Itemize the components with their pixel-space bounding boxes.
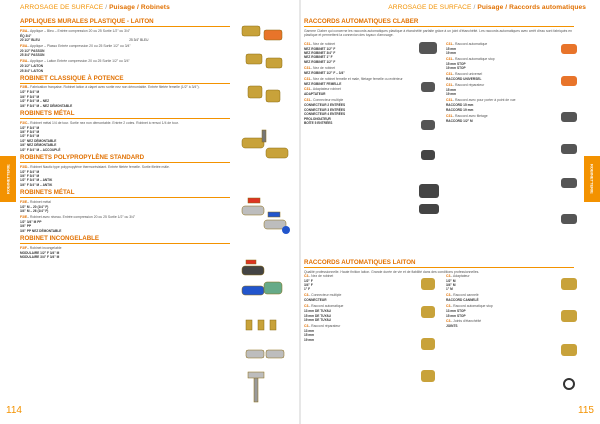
- claber-item-name: RACCORD 19 mm: [446, 107, 474, 112]
- metal-tap-photo-2: [264, 220, 286, 229]
- claber-ref: C31: [304, 87, 311, 92]
- claber-table-row: [304, 92, 414, 96]
- right-page-number: 115: [578, 405, 594, 416]
- header-category: ARROSAGE DE SURFACE: [388, 4, 472, 11]
- laiton-ref: C3: [446, 319, 451, 324]
- tap-photo-1: [242, 138, 264, 148]
- left-table: [20, 220, 230, 233]
- laiton-item-name: RACCORD CANNELÉ: [446, 298, 479, 303]
- claber-photo: [561, 178, 577, 188]
- left-table-row: [20, 104, 230, 108]
- left-table: [20, 90, 230, 108]
- laiton-table: [304, 298, 414, 302]
- claber-table-row: [304, 121, 414, 125]
- claber-ref: C31: [446, 98, 453, 103]
- claber-item-name: NEZ ROBINET 3/4" F: [304, 50, 336, 55]
- claber-item-name: NEZ ROBINET FEMELLE: [304, 81, 342, 86]
- left-product-column: [20, 16, 230, 259]
- claber-table: [446, 119, 556, 123]
- left-section-title: ROBINETS MÉTAL: [20, 110, 230, 119]
- laiton-photo: [561, 278, 577, 290]
- claber-item-name: PROLONGATEUR: [304, 116, 331, 121]
- claber-item-name: RACCORD 1/2" M: [446, 118, 473, 123]
- claber-photo: [421, 82, 435, 92]
- left-group-desc: F3/A– Applique – Laiton Entrée compression 20 ou 25 Sortie 1/2" ou 3/4": [20, 59, 130, 64]
- left-item-name: 3/4" PP NEZ DÉMONTABLE: [20, 228, 62, 233]
- left-header: ARROSAGE DE SURFACE / Puisage / Robinets: [20, 4, 170, 11]
- laiton-group-desc: C3– Connecteur multiple: [304, 293, 342, 298]
- claber-group-desc: C31– Nez de robinet: [304, 41, 336, 46]
- laiton-item-name: 3/4" M: [446, 282, 456, 287]
- laiton-group-desc: C3– Raccord cannelé: [446, 293, 479, 298]
- claber-group-desc: C31– Connecteur multiple: [304, 98, 344, 103]
- joint-photo: [564, 379, 574, 389]
- claber-table-row: [446, 108, 556, 112]
- claber-photo: [419, 204, 439, 214]
- metal-fitting-2: [258, 320, 264, 330]
- right-side-tab: ROBINETTERIE: [584, 156, 600, 202]
- laiton-group-desc: C3– Raccord réparateur: [304, 323, 341, 328]
- left-side-tab: ROBINETTERIE: [0, 156, 16, 202]
- laiton-group-desc: C3– Raccord automatique: [304, 304, 344, 309]
- claber-item-name: NEZ ROBINET 1/2" F: [304, 46, 336, 51]
- claber-photo: [419, 42, 437, 54]
- left-item-name: 1/2" F 3/4" M: [20, 125, 40, 130]
- incongelable-head: [248, 372, 264, 378]
- laiton-item-name: 19 mm DE TUYAU: [304, 317, 331, 322]
- laiton-item-name: 19 mm: [304, 337, 315, 342]
- left-ref: F3/F: [20, 245, 27, 250]
- laiton-item-name: CONNECTEUR: [304, 298, 327, 303]
- claber-item-name: CONNECTEUR 3 ENTRÉES: [304, 107, 346, 112]
- claber-table-row: [446, 51, 556, 55]
- right-header: ARROSAGE DE SURFACE / Puisage / Raccords automatiques: [388, 4, 586, 11]
- claber-photo: [561, 144, 577, 154]
- laiton-item-name: 1" M: [446, 287, 453, 292]
- left-item-name: MODULAIRE 1/2" F 3/4" M: [20, 250, 60, 255]
- claber-item-name: CONNECTEUR 4 ENTRÉES: [304, 112, 346, 117]
- claber-ref: C31: [446, 113, 453, 118]
- laiton-item-name: 1" F: [304, 287, 311, 292]
- incongelable-pipe: [254, 376, 258, 402]
- left-group-desc: F3/B– Fabrication française. Robinet laiton à clapet avec sortie nez non démontable. Entrée filetée femelle (1/2" à 3/4").: [20, 85, 200, 90]
- left-page-number: 114: [6, 405, 22, 416]
- claber-photos-1: [416, 38, 442, 418]
- left-item-name: ÉQ 3/4": [20, 33, 32, 38]
- claber-item-name: BOÎTE 5 ENTRÉES: [304, 120, 333, 125]
- laiton-photo: [421, 278, 435, 290]
- claber-photo: [421, 150, 435, 160]
- laiton-column-1: [304, 272, 414, 342]
- applique-photo-3: [246, 54, 262, 64]
- metal-tap-photo-4: [266, 350, 284, 358]
- laiton-item-name: 15 mm: [304, 333, 315, 338]
- left-ref: F3/A: [20, 28, 28, 33]
- claber-group-desc: C31– Raccord réparateur: [446, 83, 485, 88]
- left-section-title: ROBINETS POLYPROPYLÈNE STANDARD: [20, 154, 230, 163]
- claber-item-name: 19 mm: [446, 50, 457, 55]
- claber-table: [304, 82, 414, 86]
- laiton-ref: C3: [304, 273, 309, 278]
- header-subcategory: Puisage / Raccords automatiques: [477, 4, 586, 11]
- laiton-table: [446, 298, 556, 302]
- left-group-desc: F3/A– Applique – Bleu – Entrée compression 20 ou 25 Sortie 1/2" ou 3/4": [20, 28, 131, 33]
- claber-group-desc: C31– Raccord automatique: [446, 41, 488, 46]
- left-item-name: MODULAIRE 3/4" F 3/4" M: [20, 255, 60, 260]
- pp-tap-photo-2: [242, 286, 264, 295]
- left-item-name: 1/2" F 3/4" M: [20, 169, 40, 174]
- laiton-item-name: 15 mm DE TUYAU: [304, 313, 331, 318]
- laiton-item-name: 1/2" F: [304, 278, 313, 283]
- left-item-name: 20 1/2" LAITON: [20, 64, 44, 69]
- claber-ref: C31: [446, 41, 453, 46]
- laiton-table-row: [446, 287, 556, 291]
- laiton-column-2: [446, 272, 556, 329]
- claber-ref: C31: [446, 56, 453, 61]
- left-table-row: [20, 255, 230, 259]
- claber-column-1: [304, 40, 414, 125]
- pp-tap-handle-red: [246, 260, 256, 264]
- laiton-table-row: [304, 318, 414, 322]
- laiton-group-desc: C3– Nez de robinet: [304, 273, 334, 278]
- left-section-title: APPLIQUES MURALES PLASTIQUE - LAITON: [20, 18, 230, 27]
- claber-table-row: [446, 77, 556, 81]
- left-item-name: 25 3/4" LAITON: [20, 68, 44, 73]
- claber-section: [304, 16, 574, 38]
- claber-group-desc: C31– Raccord universel: [446, 72, 483, 77]
- laiton-ref: C3: [446, 304, 451, 309]
- left-table: [20, 49, 230, 58]
- left-item-name: 3/4" F 3/4" M – NEZ DÉMONTABLE: [20, 103, 73, 108]
- left-table: [20, 170, 230, 188]
- left-product-photos: [238, 20, 293, 410]
- left-table: [20, 126, 230, 152]
- claber-ref: C31: [304, 41, 311, 46]
- metal-tap-photo-1: [242, 206, 264, 215]
- laiton-item-name: JOINTS: [446, 324, 458, 329]
- laiton-table-row: [304, 298, 414, 302]
- laiton-photo: [421, 306, 435, 318]
- claber-ref: C31: [304, 65, 311, 70]
- claber-ref: C31: [304, 76, 311, 81]
- claber-photo: [561, 76, 577, 86]
- claber-item-name: RACCORD 15 mm: [446, 103, 474, 108]
- tap-handle-1: [262, 130, 266, 142]
- laiton-table-row: [446, 314, 556, 318]
- left-table-row: [20, 148, 230, 152]
- left-ref: F3/E: [20, 199, 28, 204]
- laiton-ref: C3: [304, 304, 309, 309]
- claber-photo: [561, 214, 577, 224]
- left-table-row: [20, 69, 230, 73]
- left-group-desc: F3/A– Applique – Plasso Entrée compression 20 ou 25 Sortie 1/2" ou 3/4": [20, 43, 131, 48]
- claber-table-row: [304, 71, 414, 75]
- left-item-name: 1/2" 3/4" M PP: [20, 219, 42, 224]
- laiton-group-desc: C3– Raccord automatique stop: [446, 304, 493, 309]
- claber-item-name: 15 mm STOP: [446, 61, 466, 66]
- left-item-name: 1/2" F 3/4" M: [20, 90, 40, 95]
- laiton-table-row: [446, 324, 556, 328]
- laiton-item-name: 1/2" M: [446, 278, 456, 283]
- laiton-item-name: 13 mm STOP: [446, 309, 466, 314]
- left-table: [20, 64, 230, 73]
- left-table-row: [20, 209, 230, 213]
- laiton-ref: C3: [304, 293, 309, 298]
- left-group-desc: F3/E– Robinet avec niveau. Entrée compression 20 ou 25 Sortie 1/2" ou 3/4": [20, 214, 136, 219]
- claber-title: RACCORDS AUTOMATIQUES CLABER: [304, 18, 574, 27]
- pp-tap-photo-3: [264, 282, 282, 294]
- claber-table: [446, 103, 556, 112]
- laiton-ref: C3: [446, 273, 451, 278]
- left-ref: F3/E: [20, 214, 28, 219]
- claber-table-row: [446, 66, 556, 70]
- claber-item-name: ADAPTATEUR: [304, 92, 326, 97]
- laiton-table-row: [446, 298, 556, 302]
- claber-item-name: 19 mm STOP: [446, 66, 466, 71]
- header-category: ARROSAGE DE SURFACE: [20, 4, 104, 11]
- left-item-name: 25 3/4" PASSON: [20, 53, 45, 58]
- applique-photo-5: [248, 86, 262, 98]
- left-item-name: 3/4" F 3/4" M: [20, 129, 40, 134]
- left-group-desc: F3/C– Robinet métal 1/4 de tour. Sortie nez non démontable. Entrée 2 cotes. Robinet à renvoi 1/4 de tour.: [20, 120, 179, 125]
- left-group-desc: F3/F– Robinet incongelable: [20, 245, 62, 250]
- applique-photo-4: [266, 58, 282, 68]
- laiton-photo: [421, 338, 435, 350]
- left-item-name: 3/4" F 3/4" M: [20, 94, 40, 99]
- laiton-photo: [561, 310, 577, 322]
- left-item-name: 1/2" NEZ DÉMONTABLE: [20, 138, 57, 143]
- metal-tap-photo-3: [246, 350, 264, 358]
- left-table-row: [20, 183, 230, 187]
- laiton-table: [446, 309, 556, 318]
- left-item-alt: 25 3/4" BLEU: [129, 37, 149, 42]
- laiton-ref: C3: [304, 323, 309, 328]
- claber-ref: C31: [304, 98, 311, 103]
- applique-photo-1: [242, 26, 260, 36]
- left-item-name: 3/4" PP: [20, 224, 32, 229]
- laiton-table: [446, 324, 556, 328]
- blue-badge-icon: [282, 226, 290, 234]
- claber-column-2: [446, 40, 556, 123]
- claber-group-desc: C31– Raccord avec filetage: [446, 113, 488, 118]
- left-item-name: 1/2" F 3/4" M: [20, 134, 40, 139]
- pp-tap-photo-1: [242, 266, 264, 275]
- claber-item-name: NEZ ROBINET 1" F: [304, 55, 333, 60]
- claber-table: [304, 71, 414, 75]
- left-table: [20, 34, 230, 43]
- left-table: [20, 205, 230, 214]
- claber-table: [446, 62, 556, 71]
- laiton-intro: Qualité professionnelle. Haute finition laiton. Grande durée de vie et de fiabilité dans des conditions professionnelles.: [304, 269, 480, 274]
- claber-photo: [419, 184, 439, 198]
- tap-photo-2: [266, 148, 288, 158]
- claber-ref: C31: [446, 72, 453, 77]
- claber-photo: [561, 44, 577, 54]
- applique-photo-6: [266, 90, 280, 102]
- laiton-table: [304, 279, 414, 292]
- claber-table: [304, 47, 414, 65]
- claber-photo: [421, 120, 435, 130]
- claber-intro: Gamme Claber qui concerne les raccords automatiques plastique à étanchéité parfaite grâce à un joint d'étanchéité. Les raccords automatiques avec arrêt d'eau sont fabriqués en plastique et permettent la connexion des tuyaux d'arrosage.: [304, 28, 572, 37]
- laiton-photo: [421, 370, 435, 382]
- left-table-row: [20, 53, 230, 57]
- claber-item-name: CONNECTEUR 2 ENTRÉES: [304, 103, 346, 108]
- laiton-ref: C3: [446, 293, 451, 298]
- left-ref: F3/D: [20, 164, 28, 169]
- left-item-name: 3/4" F 3/4" M – ANTIK: [20, 182, 53, 187]
- laiton-item-name: 3/4" F: [304, 282, 313, 287]
- laiton-title: RACCORDS AUTOMATIQUES LAITON: [304, 259, 574, 268]
- left-table-row: [20, 38, 230, 42]
- laiton-table: [304, 309, 414, 322]
- left-item-name: 3/4" F 3/4" M: [20, 173, 40, 178]
- laiton-photo: [561, 344, 577, 356]
- right-page: [300, 0, 600, 424]
- left-item-name: 20 1/2" PASSON: [20, 48, 45, 53]
- laiton-item-name: 15 mm STOP: [446, 313, 466, 318]
- claber-group-desc: C31– Raccord avec pour porter à point de vue: [446, 98, 516, 103]
- left-section-title: ROBINET CLASSIQUE À POTENCE: [20, 75, 230, 84]
- left-section-title: ROBINET INCONGELABLE: [20, 235, 230, 244]
- laiton-table: [446, 279, 556, 292]
- metal-tap-handle-blue: [268, 212, 280, 217]
- left-section-title: ROBINETS MÉTAL: [20, 189, 230, 198]
- claber-item-name: 19 mm: [446, 92, 457, 97]
- left-table-row: [20, 229, 230, 233]
- left-item-name: 1/2" F 3/4" M – NEZ: [20, 99, 50, 104]
- left-ref: F3/A: [20, 59, 28, 64]
- laiton-group-desc: C3– Joints d'étanchéité: [446, 319, 482, 324]
- claber-item-name: 15 mm: [446, 88, 457, 93]
- laiton-item-name: 13 mm DE TUYAU: [304, 309, 331, 314]
- claber-photo: [561, 112, 577, 122]
- claber-group-desc: C31– Raccord automatique stop: [446, 56, 495, 61]
- left-ref: F3/C: [20, 120, 28, 125]
- left-item-name: 3/4" NEZ DÉMONTABLE: [20, 143, 57, 148]
- claber-item-name: NEZ ROBINET 1/2" F: [304, 59, 336, 64]
- claber-table: [446, 47, 556, 56]
- left-ref: F3/B: [20, 85, 28, 90]
- claber-group-desc: C31– Adaptateur robinet: [304, 87, 341, 92]
- claber-photos-2: [558, 38, 582, 418]
- claber-table: [304, 103, 414, 125]
- claber-item-name: 15 mm: [446, 46, 457, 51]
- claber-table: [304, 92, 414, 96]
- laiton-table-row: [304, 338, 414, 342]
- claber-item-name: RACCORD UNIVERSEL: [446, 77, 482, 82]
- applique-photo-2: [264, 30, 282, 40]
- claber-group-desc: C31– Nez de robinet femelle et male, filetage femelle ou extérieur: [304, 76, 403, 81]
- left-item-name: 1/2" F 3/4" M – ACCOUPLÉ: [20, 147, 61, 152]
- metal-tap-handle-red: [248, 198, 260, 203]
- claber-table: [446, 88, 556, 97]
- header-subcategory: Puisage / Robinets: [109, 4, 170, 11]
- laiton-group-desc: C3– Adaptateur: [446, 273, 470, 278]
- left-item-name: 20 1/2" BLEU: [20, 37, 40, 42]
- left-group-desc: F3/E– Robinet métal: [20, 199, 51, 204]
- claber-ref: C31: [446, 83, 453, 88]
- laiton-item-name: 13 mm: [304, 328, 315, 333]
- left-group-desc: F3/D– Robinet Nautic type polypropylène thermorésistant. Entrée filetée femelle. Sortie filetée mâle.: [20, 164, 170, 169]
- claber-table-row: [304, 82, 414, 86]
- claber-table-row: [304, 60, 414, 64]
- laiton-table: [304, 329, 414, 342]
- claber-item-name: NEZ ROBINET 1/2" F – 3/4": [304, 70, 345, 75]
- claber-table-row: [446, 92, 556, 96]
- left-ref: F3/A: [20, 43, 28, 48]
- claber-table-row: [446, 119, 556, 123]
- metal-fitting-1: [246, 320, 252, 330]
- left-item-name: 1/2" M – 20 (1/4" F): [20, 204, 49, 209]
- claber-group-desc: C31– Nez de robinet: [304, 65, 336, 70]
- left-table: [20, 251, 230, 260]
- left-item-name: 3/4" M – 26 (1/4" F): [20, 209, 49, 214]
- metal-fitting-3: [270, 320, 276, 330]
- left-item-name: 1/2" F 3/4" M – ANTIK: [20, 178, 53, 183]
- claber-table: [446, 77, 556, 81]
- laiton-table-row: [304, 287, 414, 291]
